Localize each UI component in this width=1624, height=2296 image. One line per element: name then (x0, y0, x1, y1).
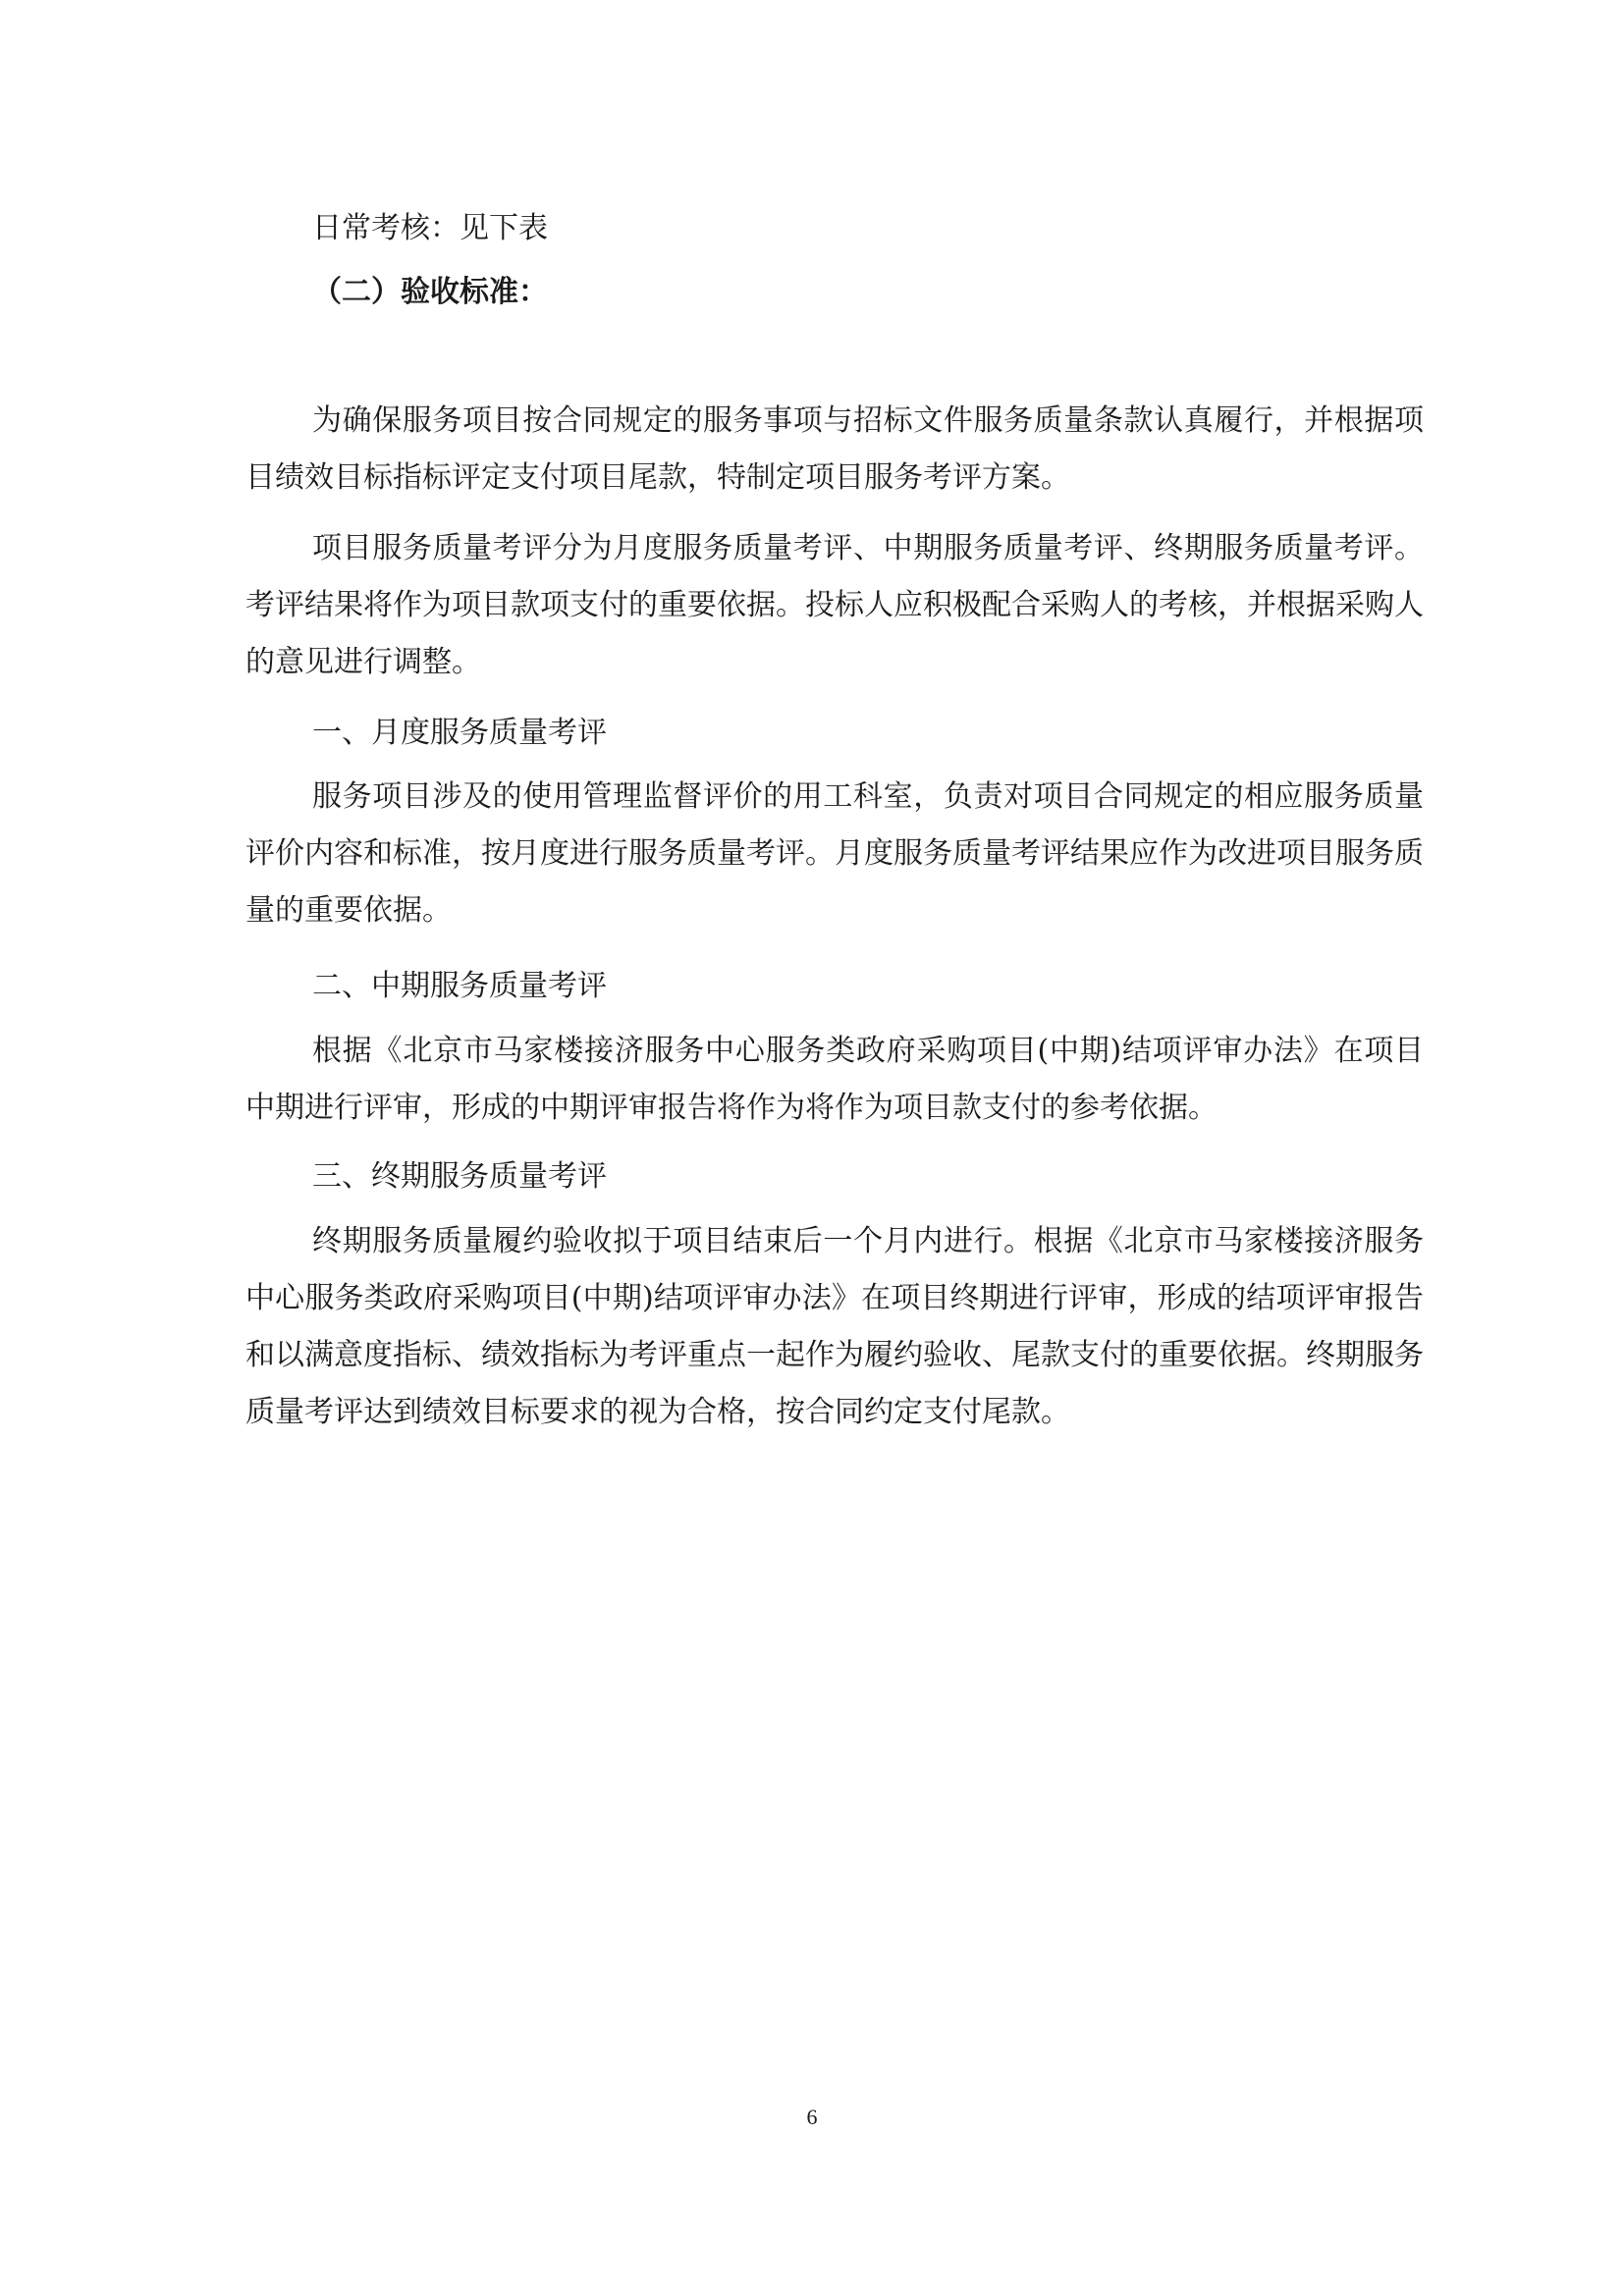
acceptance-standard-heading: （二）验收标准： (312, 275, 548, 309)
evaluation-overview-paragraph: 项目服务质量考评分为月度服务质量考评、中期服务质量考评、终期服务质量考评。考评结果将作为项目款项支付的重要依据。投标人应积极配合采购人的考核，并根据采购人的意见进行调整。 (245, 531, 1424, 679)
final-evaluation-heading: 三、终期服务质量考评 (312, 1159, 607, 1194)
intro-paragraph: 为确保服务项目按合同规定的服务事项与招标文件服务质量条款认真履行，并根据项目绩效目标指标评定支付项目尾款，特制定项目服务考评方案。 (245, 403, 1424, 495)
monthly-evaluation-paragraph: 服务项目涉及的使用管理监督评价的用工科室，负责对项目合同规定的相应服务质量评价内容和标准，按月度进行服务质量考评。月度服务质量考评结果应作为改进项目服务质量的重要依据。 (245, 779, 1424, 928)
midterm-evaluation-heading: 二、中期服务质量考评 (312, 969, 607, 1003)
daily-assessment-line: 日常考核：见下表 (312, 211, 548, 245)
midterm-evaluation-paragraph: 根据《北京市马家楼接济服务中心服务类政府采购项目(中期)结项评审办法》在项目中期进行评审，形成的中期评审报告将作为将作为项目款支付的参考依据。 (245, 1034, 1424, 1125)
final-evaluation-paragraph: 终期服务质量履约验收拟于项目结束后一个月内进行。根据《北京市马家楼接济服务中心服务类政府采购项目(中期)结项评审办法》在项目终期进行评审，形成的结项评审报告和以满意度指标、绩效指标为考评重点一起作为履约验收、尾款支付的重要依据。终期服务质量考评达到绩效目标要求的视为合格，按合同约定支付尾款。 (245, 1224, 1424, 1429)
page-number: 6 (806, 2105, 818, 2129)
monthly-evaluation-heading: 一、月度服务质量考评 (312, 716, 607, 750)
